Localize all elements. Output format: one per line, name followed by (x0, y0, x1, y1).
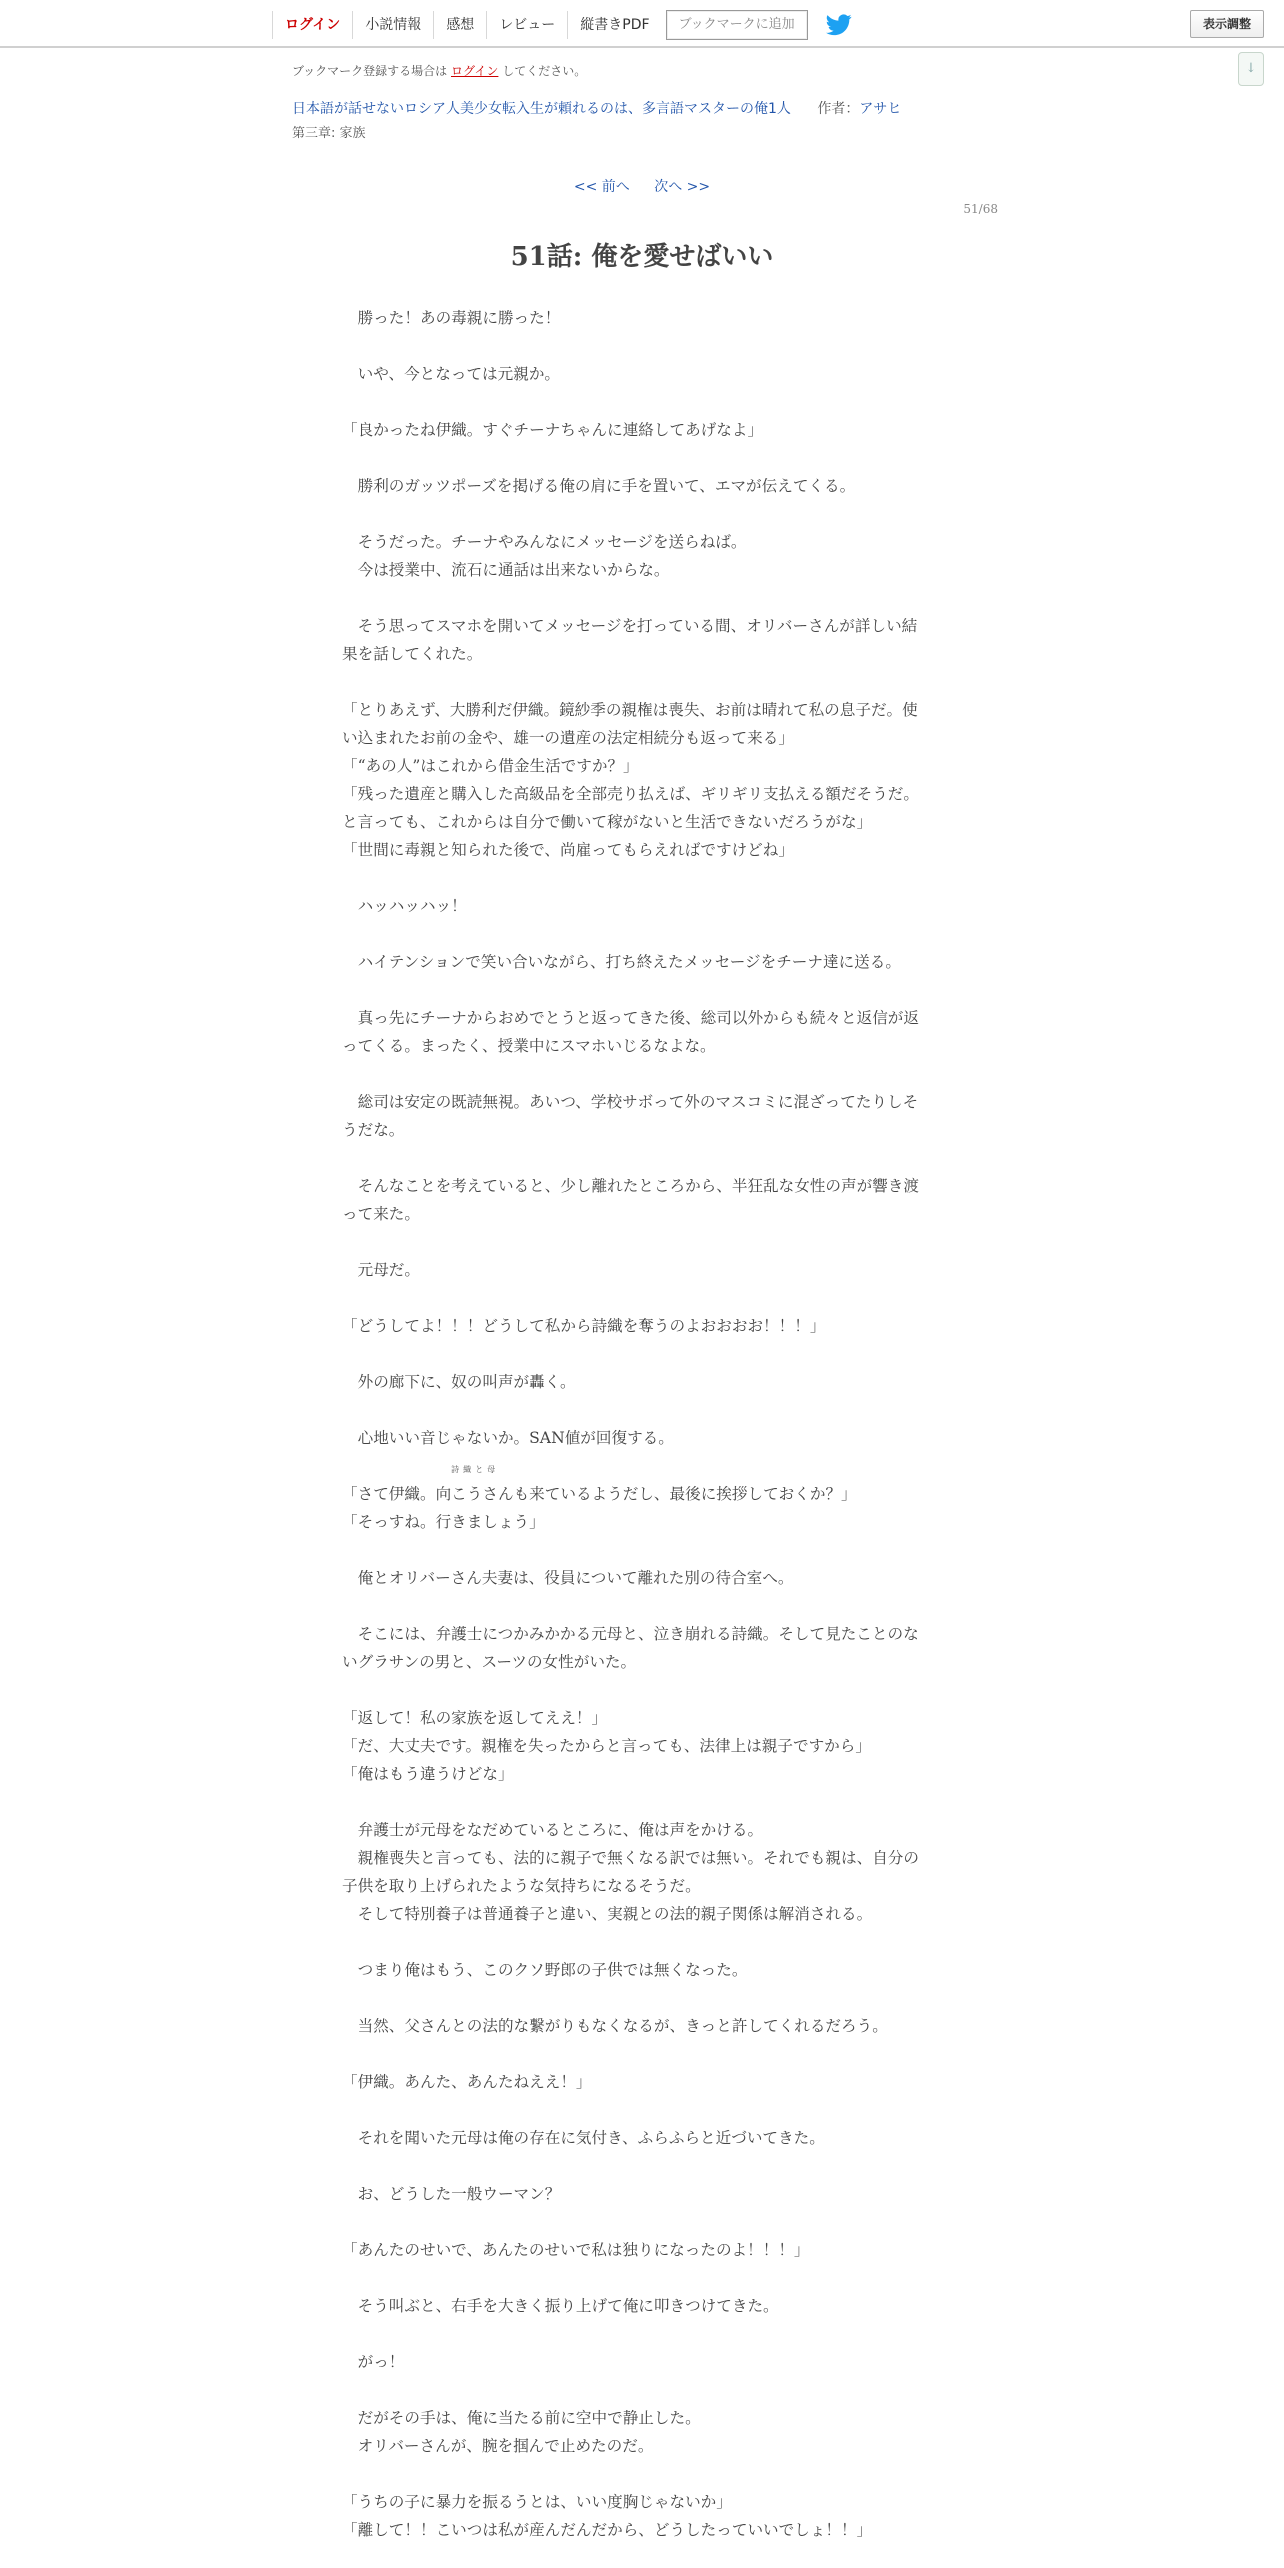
prev-episode-link[interactable]: << 前へ (573, 179, 630, 195)
novel-line: 「だ、大丈夫です。親権を失ったからと言っても、法律上は親子ですから」 (342, 1737, 871, 1755)
blank-line (342, 976, 938, 1004)
novel-line: ってくる。まったく、授業中にスマホいじるなよな。 (342, 1037, 716, 1055)
blank-line (342, 2208, 938, 2236)
novel-line: そう叫ぶと、右手を大きく振り上げて俺に叩きつけてきた。 (342, 2297, 779, 2315)
scroll-down-button[interactable]: ↓ (1238, 52, 1264, 86)
novel-body (342, 304, 938, 2544)
chapter-title: 第三章: 家族 (292, 126, 366, 141)
blank-line (342, 1536, 938, 1564)
novel-line: い込まれたお前の金や、雄一の遺産の法定相続分も返って来る」 (342, 729, 794, 747)
novel-info-link[interactable]: 小説情報 (352, 11, 433, 39)
novel-line: そこには、弁護士につかみかかる元母と、泣き崩れる詩織。そして見たことのな (342, 1625, 919, 1643)
novel-line: そして特別養子は普通養子と違い、実親との法的親子関係は解消される。 (342, 1905, 873, 1923)
novel-line: 「良かったね伊織。すぐチーナちゃんに連絡してあげなよ」 (342, 421, 764, 439)
novel-line: つまり俺はもう、このクソ野郎の子供では無くなった。 (342, 1961, 748, 1979)
novel-line: 「うちの子に暴力を振るうとは、いい度胸じゃないか」 (342, 2493, 732, 2511)
blank-line (342, 1928, 938, 1956)
novel-line: 果を話してくれた。 (342, 645, 483, 663)
episode-title: 51話: 俺を愛せばいい (510, 242, 774, 272)
novel-line: 「離して！！こいつは私が産んだんだから、どうしたっていいでしょ！！」 (342, 2521, 873, 2539)
author-label: 作者： (817, 101, 860, 117)
blank-line (342, 584, 938, 612)
blank-line (342, 1592, 938, 1620)
novel-line: うだな。 (342, 1121, 405, 1139)
blank-line (342, 2460, 938, 2488)
blank-line (342, 1984, 938, 2012)
novel-line: 弁護士が元母をなだめているところに、俺は声をかける。 (342, 1821, 764, 1839)
author-link[interactable]: アサヒ (859, 101, 902, 117)
blank-line (342, 668, 938, 696)
bookmark-login-notice (292, 62, 586, 79)
blank-line (342, 2264, 938, 2292)
login-link[interactable]: ログイン (272, 11, 352, 39)
twitter-icon[interactable] (826, 14, 852, 36)
ruby-text: 詩織と母 (451, 1465, 500, 1474)
novel-line: 子供を取り上げられたような気持ちになるそうだ。 (342, 1877, 701, 1895)
blank-line (342, 500, 938, 528)
blank-line (342, 2096, 938, 2124)
add-bookmark-button[interactable]: ブックマークに追加 (666, 10, 808, 40)
novel-line: お、どうした一般ウーマン？ (342, 2185, 561, 2203)
main-nav (272, 10, 852, 40)
novel-line: 「どうしてよ！！！どうして私から詩織を奪うのよおおおお！！！」 (342, 1317, 826, 1335)
next-episode-link[interactable]: 次へ >> (654, 179, 711, 195)
novel-line: 「世間に毒親と知られた後で、尚雇ってもらえればですけどね」 (342, 841, 794, 859)
novel-line: 「“あの人”はこれから借金生活ですか？」 (342, 757, 639, 775)
blank-line (342, 864, 938, 892)
blank-line (342, 1228, 938, 1256)
novel-line: 「返して！私の家族を返してええ！」 (342, 1709, 608, 1727)
blank-line (342, 1676, 938, 1704)
novel-line: だがその手は、俺に当たる前に空中で静止した。 (342, 2409, 701, 2427)
novel-line: 外の廊下に、奴の叫声が轟く。 (342, 1373, 576, 1391)
display-adjust-button[interactable]: 表示調整 (1190, 10, 1264, 38)
blank-line (342, 1452, 938, 1480)
work-info (292, 98, 901, 118)
blank-line (342, 1396, 938, 1424)
novel-line: いグラサンの男と、スーツの女性がいた。 (342, 1653, 637, 1671)
ruby-after: さんも来ているようだし、最後に挨拶しておくか？」 (482, 1485, 857, 1503)
novel-line: 「残った遺産と購入した高級品を全部売り払えば、ギリギリ支払える額だそうだ。 (342, 785, 919, 803)
episode-count: 51/68 (963, 202, 998, 216)
top-navigation-bar (0, 0, 1284, 48)
novel-line: って来た。 (342, 1205, 420, 1223)
novel-line: オリバーさんが、腕を掴んで止めたのだ。 (342, 2437, 654, 2455)
novel-line: 俺とオリバーさん夫妻は、役員について離れた別の待合室へ。 (342, 1569, 794, 1587)
novel-line: そう思ってスマホを開いてメッセージを打っている間、オリバーさんが詳しい結 (342, 617, 918, 635)
novel-line: 元母だ。 (342, 1261, 420, 1279)
blank-line (342, 2152, 938, 2180)
novel-line: 勝った！あの毒親に勝った！ (342, 309, 561, 327)
novel-line: そうだった。チーナやみんなにメッセージを送らねば。 (342, 533, 747, 551)
novel-line: 「俺はもう違うけどな」 (342, 1765, 514, 1783)
blank-line (342, 1144, 938, 1172)
notice-suffix: してください。 (502, 64, 587, 78)
novel-line: そんなことを考えていると、少し離れたところから、半狂乱な女性の声が響き渡 (342, 1177, 919, 1195)
novel-line: ハイテンションで笑い合いながら、打ち終えたメッセージをチーナ達に送る。 (342, 953, 901, 971)
blank-line (342, 2376, 938, 2404)
blank-line (342, 2040, 938, 2068)
blank-line (342, 332, 938, 360)
novel-line: 親権喪失と言っても、法的に親子で無くなる訳では無い。それでも親は、自分の (342, 1849, 919, 1867)
blank-line (342, 388, 938, 416)
episode-pager (0, 176, 1284, 196)
novel-line: 「あんたのせいで、あんたのせいで私は独りになったのよ！！！」 (342, 2241, 810, 2259)
impressions-link[interactable]: 感想 (433, 11, 486, 39)
ruby-before: 「さて伊織。向 (342, 1485, 452, 1503)
novel-line: 今は授業中、流石に通話は出来ないからな。 (342, 561, 670, 579)
novel-line: 「そっすね。行きましょう」 (342, 1513, 545, 1531)
blank-line (342, 1060, 938, 1088)
novel-line: 当然、父さんとの法的な繋がりもなくなるが、きっと許してくれるだろう。 (342, 2017, 888, 2035)
work-title-link[interactable]: 日本語が話せないロシア人美少女転入生が頼れるのは、多言語マスターの俺1人 (292, 101, 791, 117)
novel-line: 心地いい音じゃないか。SAN値が回復する。 (342, 1429, 674, 1447)
novel-line: いや、今となっては元親か。 (342, 365, 561, 383)
novel-line: 「とりあえず、大勝利だ伊織。鏡紗季の親権は喪失、お前は晴れて私の息子だ。使 (342, 701, 918, 719)
novel-line: 「伊織。あんた、あんたねええ！」 (342, 2073, 592, 2091)
blank-line (342, 920, 938, 948)
ruby-annotation (451, 1465, 500, 1508)
novel-line (342, 1465, 938, 1508)
blank-line (342, 1340, 938, 1368)
review-link[interactable]: レビュー (486, 11, 567, 39)
novel-line: がっ！ (342, 2353, 405, 2371)
vertical-pdf-link[interactable]: 縦書きPDF (567, 11, 661, 39)
notice-login-link[interactable]: ログイン (451, 64, 499, 78)
novel-line: 真っ先にチーナからおめでとうと返ってきた後、総司以外からも続々と返信が返 (342, 1009, 919, 1027)
blank-line (342, 1788, 938, 1816)
blank-line (342, 1284, 938, 1312)
novel-line: 総司は安定の既読無視。あいつ、学校サボって外のマスコミに混ざってたりしそ (342, 1093, 919, 1111)
novel-line: それを聞いた元母は俺の存在に気付き、ふらふらと近づいてきた。 (342, 2129, 825, 2147)
novel-line: 勝利のガッツポーズを掲げる俺の肩に手を置いて、エマが伝えてくる。 (342, 477, 856, 495)
blank-line (342, 444, 938, 472)
ruby-base: こう (451, 1485, 483, 1503)
novel-line: ハッハッハッ！ (342, 897, 467, 915)
notice-prefix: ブックマーク登録する場合は (292, 64, 448, 78)
novel-line: と言っても、これからは自分で働いて稼がないと生活できないだろうがな」 (342, 813, 873, 831)
blank-line (342, 2320, 938, 2348)
